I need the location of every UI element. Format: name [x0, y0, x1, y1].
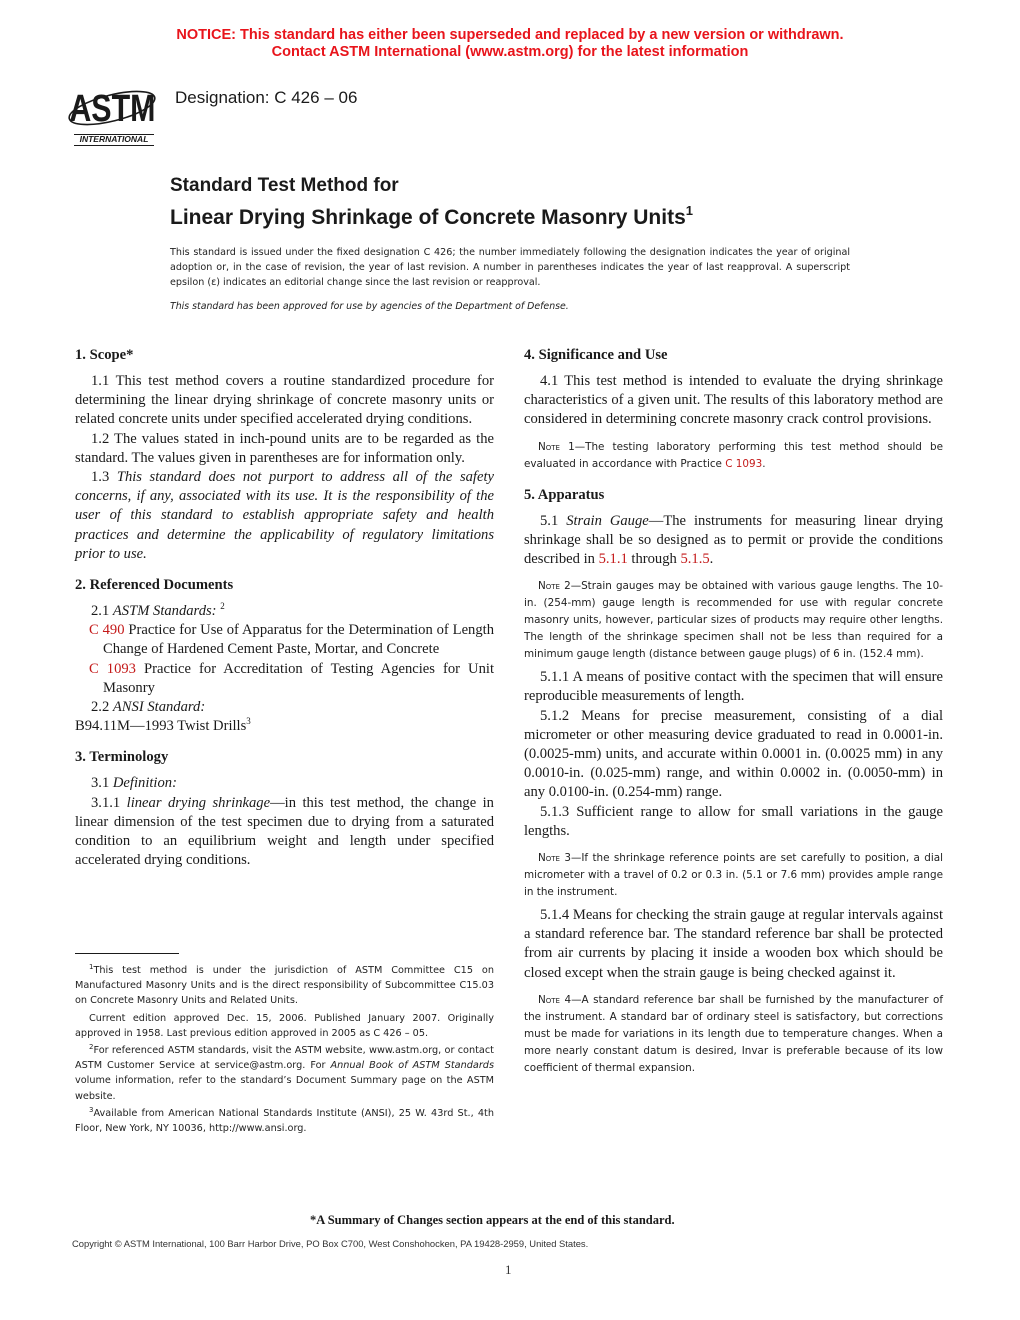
ref-c490-title: Practice for Use of Apparatus for the Determination of Length Change of Hardened Cement Paste, Mortar, and Concrete — [103, 622, 494, 658]
para-3-1-1-num: 3.1.1 — [91, 794, 127, 811]
designation: Designation: C 426 – 06 — [175, 88, 358, 107]
para-5-1-mid: through — [627, 551, 681, 568]
para-2-1-num: 2.1 — [91, 603, 113, 620]
footnote-2 — [75, 1043, 494, 1104]
para-1-3-text: This standard does not purport to address all of the safety concerns, if any, associated with its use. It is the responsibility of the user of this standard to establish appropriate safety and health practices and determine the applicability of regulatory limitations prior to use. — [75, 469, 494, 562]
para-5-1-1: 5.1.1 A means of positive contact with the specimen that will ensure reproducible measurements of length. — [524, 669, 943, 705]
note-1-c1093-link[interactable]: C 1093 — [725, 457, 763, 470]
footnote-ref-2[interactable]: 2 — [220, 601, 225, 612]
para-2-1-label: ASTM Standards: — [112, 603, 217, 620]
footnote-2-text-b: volume information, refer to the standard’s Document Summary page on the ASTM website. — [75, 1075, 494, 1102]
para-1-1: 1.1 This test method covers a routine standardized procedure for determining the linear drying shrinkage of concrete masonry units or related concrete units under specified accelerated drying conditions. — [75, 373, 494, 428]
ref-c490-link[interactable]: C 490 — [89, 622, 125, 639]
para-5-1-end: . — [709, 551, 714, 568]
section-4-heading: 4. Significance and Use — [524, 347, 668, 363]
footnote-ref-3[interactable]: 3 — [246, 716, 251, 727]
note-4-text: —A standard reference bar shall be furnished by the manufacturer of the instrument. A standard bar of ordinary steel is satisfactory, but corrections must be made for variations in its length due to temperature changes. When a more nearly constant datum is desired, Invar is preferable because of its low coefficient of thermal expansion. — [524, 993, 943, 1074]
section-3-heading: 3. Terminology — [75, 749, 169, 766]
note-1 — [524, 439, 943, 473]
section-5-heading: 5. Apparatus — [524, 486, 605, 503]
note-2-text: —Strain gauges may be obtained with various gauge lengths. The 10-in. (254-mm) gauge length is recommended for use with regular concrete masonry units, however, particular sizes of products may require other lengths. The length of the shrinkage specimen shall not be less than required for a minimum gauge length (distance between gauge plugs) of 6 in. (152.4 mm). — [524, 580, 943, 661]
footnote-1-text: This test method is under the jurisdiction of ASTM Committee C15 on Manufactured Masonry Units and is the direct responsibility of Subcommittee C15.03 on Concrete Masonry Units and Related Units. — [75, 965, 494, 1007]
note-2 — [524, 578, 943, 663]
para-3-1-num: 3.1 — [91, 775, 113, 792]
term-strain-gauge: Strain Gauge — [566, 512, 649, 529]
para-2-2-num: 2.2 — [91, 699, 113, 716]
title-main: Linear Drying Shrinkage of Concrete Masonry Units — [170, 206, 686, 229]
page-number: 1 — [505, 1262, 512, 1277]
title-line-2 — [170, 198, 693, 231]
footnotes — [75, 963, 494, 1136]
para-1-3-num: 1.3 — [91, 469, 117, 486]
page-title — [170, 174, 693, 231]
right-column — [524, 346, 943, 1077]
notice-line-1: NOTICE: This standard has either been superseded and replaced by a new version or withdrawn. — [176, 27, 844, 43]
note-1-label: Note 1 — [538, 440, 575, 453]
para-2-1 — [75, 602, 494, 621]
left-column — [75, 346, 494, 870]
footnote-2-book-title: Annual Book of ASTM Standards — [330, 1060, 494, 1072]
footnote-2-text-a: For referenced ASTM standards, visit the ASTM website, www.astm.org, or contact ASTM Customer Service at service@astm.org. For — [75, 1045, 494, 1072]
para-5-1-2: 5.1.2 Means for precise measurement, consisting of a dial micrometer or other measuring device graduated to read in 0.0001-in. (0.0025-mm) units, and accurate within 0.0001 in. (0.0025 mm) in any 0.0010-in. (0.025-mm) range, and within 0.0002 in. (0.0050-mm) in any 0.0100-in. (0.254-mm) range. — [524, 707, 943, 801]
para-5-1-text: —The instruments for measuring linear drying shrinkage shall be so designed as to permit or provide the conditions described in — [524, 512, 944, 568]
footnote-1 — [75, 963, 494, 1009]
footnote-1-marker: 1 — [89, 963, 94, 971]
footnote-divider — [75, 953, 179, 954]
withdrawn-notice — [0, 27, 1020, 61]
note-4-label: Note 4 — [538, 993, 572, 1006]
astm-logo-icon — [66, 76, 162, 150]
note-3-text: —If the shrinkage reference points are set carefully to position, a dial micrometer with a travel of 0.2 or 0.3 in. (5.1 or 7.6 mm) provides ample range in the instrument. — [524, 852, 943, 899]
note-3-label: Note 3 — [538, 852, 571, 865]
ref-c1093-link[interactable]: C 1093 — [89, 660, 136, 677]
para-4-1: 4.1 This test method is intended to evaluate the drying shrinkage characteristics of a given unit. The results of this laboratory method are considered in determining concrete masonry crack control provisions. — [524, 373, 943, 428]
footnote-3-text: Available from American National Standards Institute (ANSI), 25 W. 43rd St., 4th Floor, New York, NY 10036, http://www.ansi.org. — [75, 1107, 494, 1135]
para-5-1-num: 5.1 — [540, 512, 567, 529]
ref-c1093-title: Practice for Accreditation of Testing Agencies for Unit Masonry — [103, 660, 495, 696]
notice-line-2: Contact ASTM International (www.astm.org) for the latest information — [271, 44, 749, 60]
astm-logo — [66, 76, 162, 150]
para-5-1-3: 5.1.3 Sufficient range to allow for small variations in the gauge lengths. — [524, 803, 943, 839]
note-1-end: . — [762, 457, 766, 470]
para-1-3 — [75, 468, 494, 564]
para-3-1-label: Definition: — [112, 775, 177, 792]
svg-text:INTERNATIONAL: INTERNATIONAL — [79, 134, 149, 144]
para-3-1-1 — [75, 794, 494, 871]
ref-c1093 — [75, 660, 494, 698]
note-3 — [524, 850, 943, 901]
term-linear-drying-shrinkage: linear drying shrinkage — [126, 794, 271, 811]
footnote-3 — [75, 1106, 494, 1136]
ref-c490 — [75, 621, 494, 659]
para-2-2-label: ANSI Standard: — [112, 699, 206, 716]
para-3-1-1-text: —in this test method, the change in linear dimension of the test specimen due to drying from a saturated condition to an equilibrium weight and length under specified accelerated drying conditions. — [75, 794, 494, 869]
section-1-heading: 1. Scope* — [75, 347, 134, 363]
ref-ansi-text: B94.11M—1993 Twist Drills — [75, 718, 247, 735]
footnote-1b: Current edition approved Dec. 15, 2006. Published January 2007. Originally approved in 1958. Last previous edition approved in 2005 as C 426 – 05. — [75, 1012, 494, 1039]
dod-approval: This standard has been approved for use by agencies of the Department of Defense. — [170, 301, 569, 312]
para-2-2 — [75, 698, 494, 717]
title-footnote-ref[interactable]: 1 — [685, 203, 694, 218]
para-5-1 — [524, 512, 943, 570]
svg-text:ASTM: ASTM — [69, 87, 156, 130]
copyright-line: Copyright © ASTM International, 100 Barr Harbor Drive, PO Box C700, West Conshohocken, PA 19428-2959, United States. — [72, 1238, 589, 1249]
ref-ansi — [75, 717, 494, 736]
note-4 — [524, 992, 943, 1077]
summary-of-changes-note: *A Summary of Changes section appears at the end of this standard. — [310, 1213, 675, 1227]
para-3-1 — [75, 774, 494, 793]
para-5-1-4: 5.1.4 Means for checking the strain gauge at regular intervals against a standard reference bar. The standard reference bar shall be protected from air currents by placing it inside a wooden box which should be closed except when the strain gauge is being checked against it. — [524, 907, 943, 981]
para-1-2: 1.2 The values stated in inch-pound units are to be regarded as the standard. The values given in parentheses are for information only. — [75, 430, 494, 466]
issuance-statement: This standard is issued under the fixed designation C 426; the number immediately following the designation indicates the year of original adoption or, in the case of revision, the year of last revision. A number in parentheses indicates the year of last reapproval. A superscript epsilon (ε) indicates an editorial change since the last revision or reapproval. — [170, 247, 850, 288]
title-line-1: Standard Test Method for — [170, 175, 399, 196]
link-5-1-5[interactable]: 5.1.5 — [680, 551, 710, 568]
footnote-3-marker: 3 — [89, 1105, 94, 1114]
footnote-2-marker: 2 — [89, 1043, 94, 1052]
note-2-label: Note 2 — [538, 580, 571, 593]
link-5-1-1[interactable]: 5.1.1 — [598, 551, 628, 568]
note-1-text: —The testing laboratory performing this test method should be evaluated in accordance with Practice — [524, 440, 943, 470]
section-2-heading: 2. Referenced Documents — [75, 577, 234, 594]
